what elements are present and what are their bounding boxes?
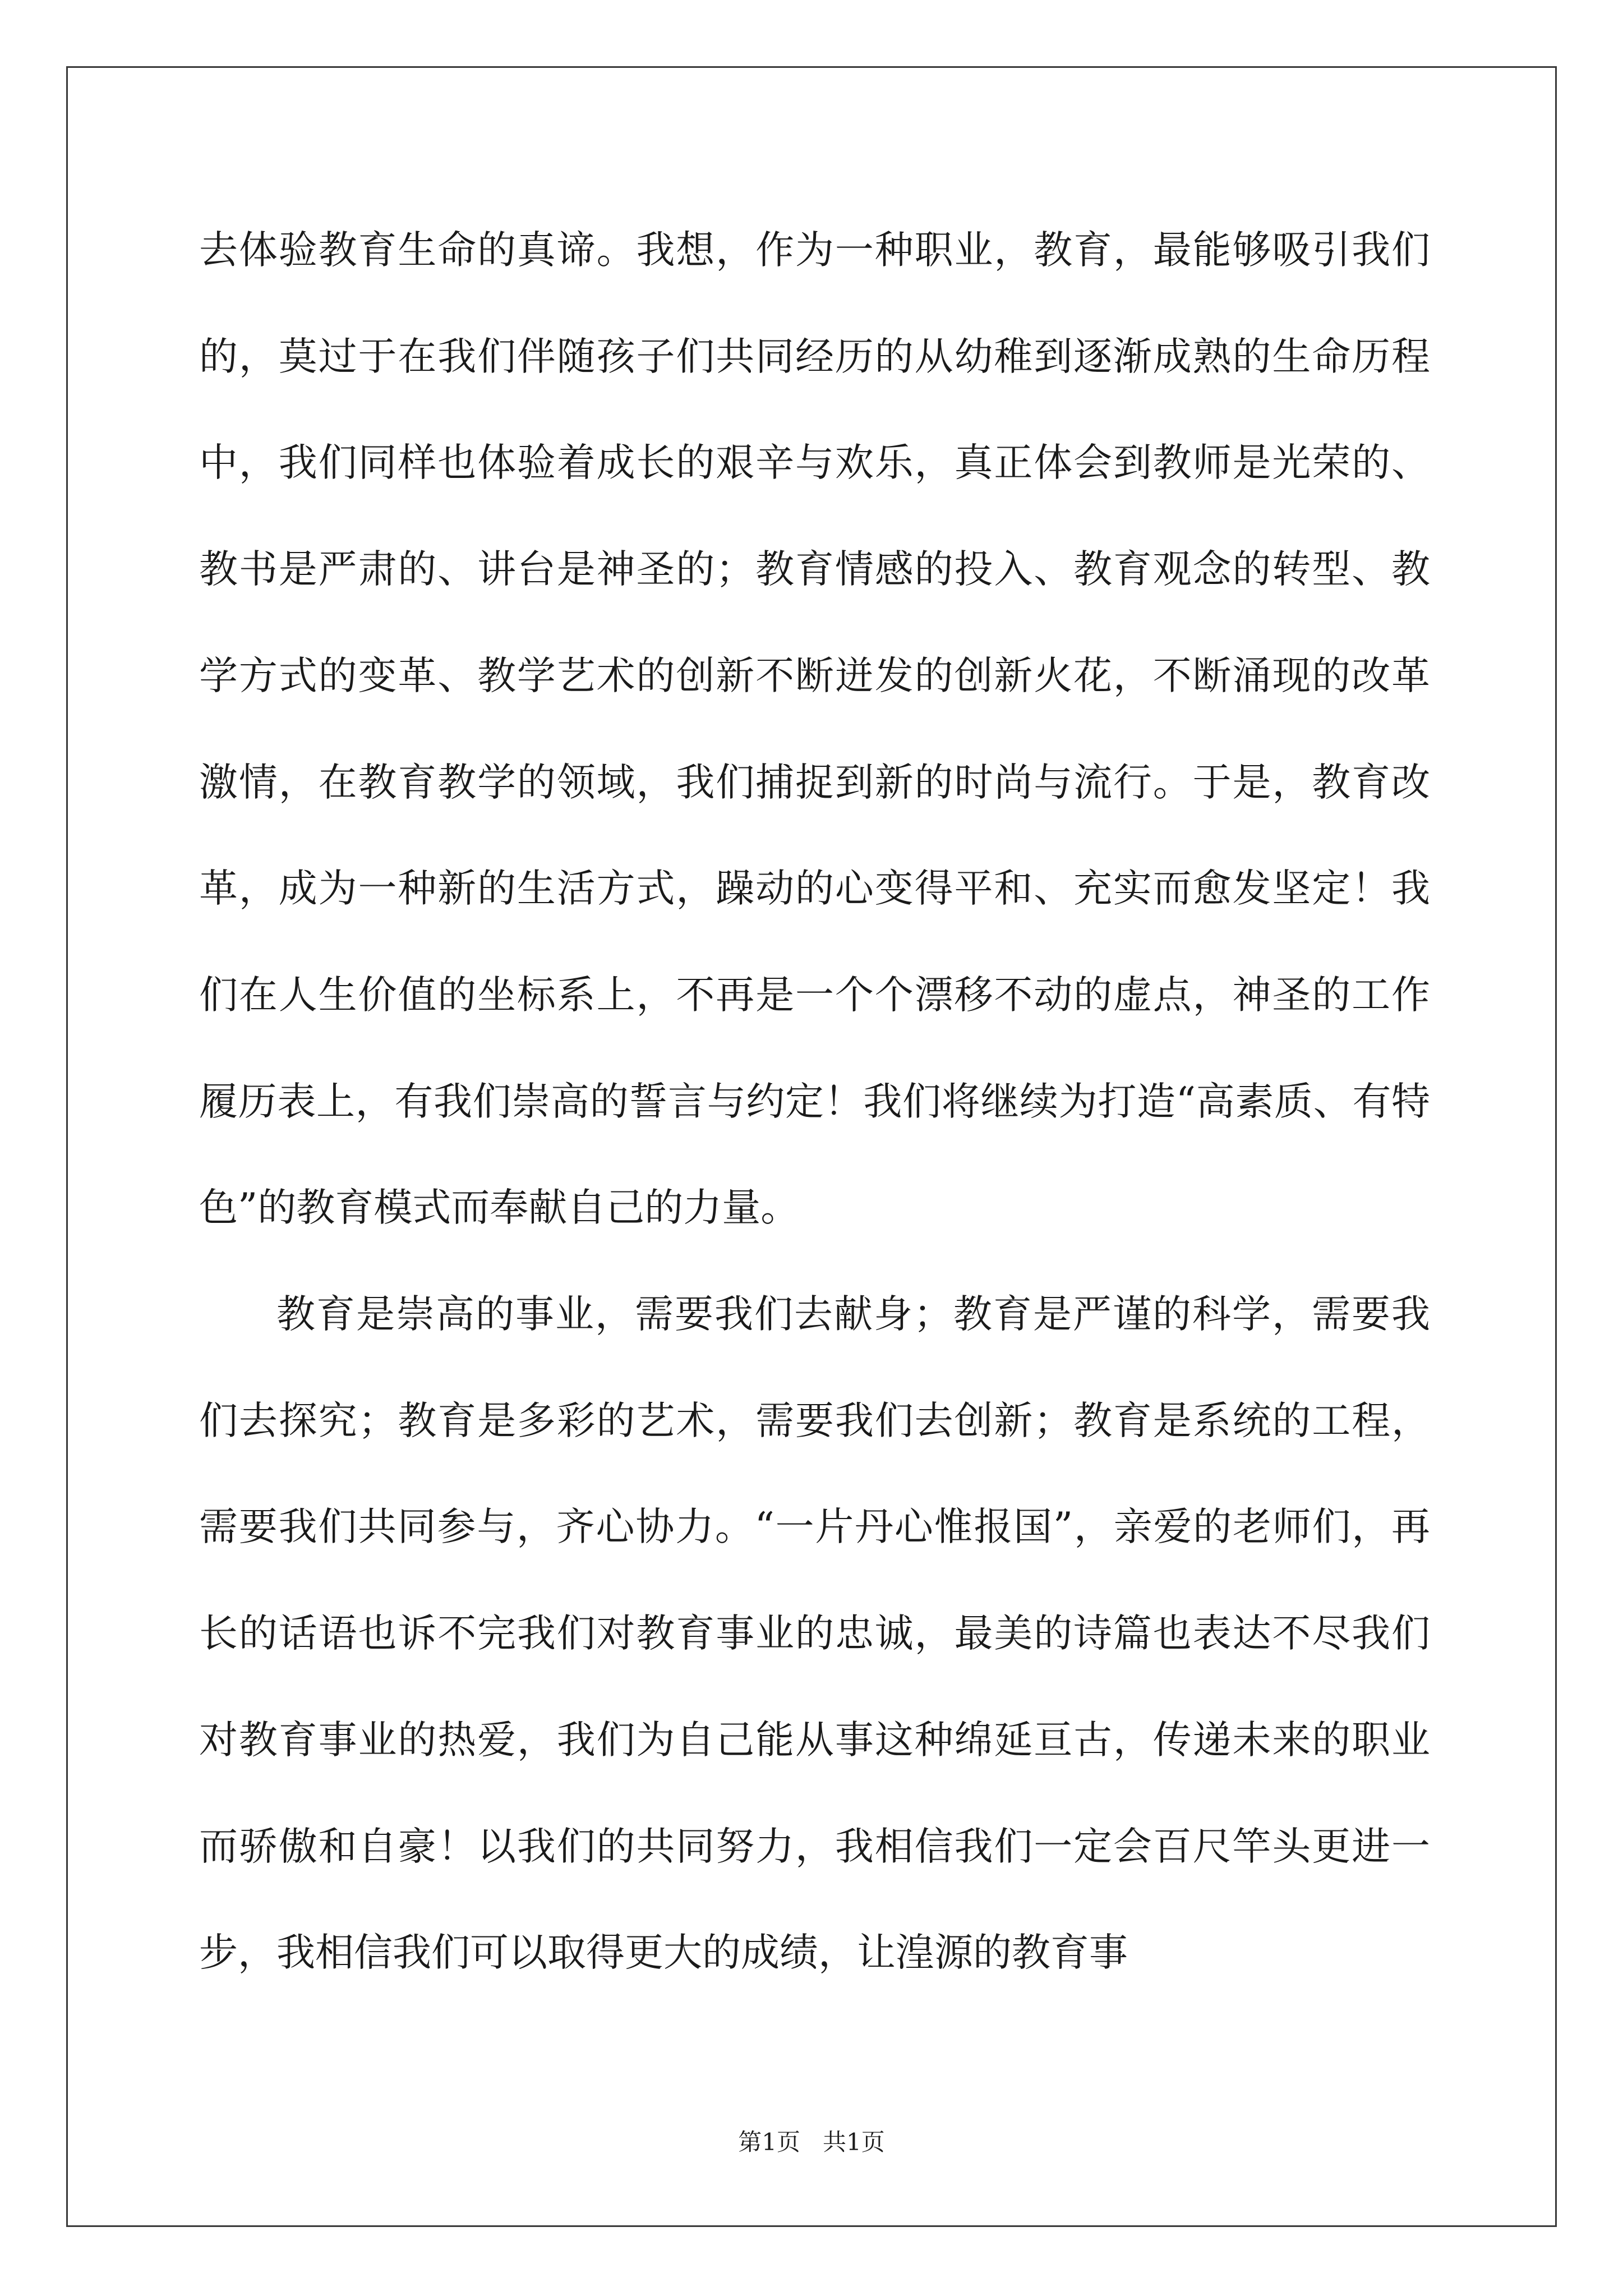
page-number: 第1页: [738, 2128, 800, 2156]
page-footer: [0, 2128, 1623, 2157]
paragraph-1: 去体验教育生命的真谛。我想，作为一种职业，教育，最能够吸引我们的，莫过于在我们伴随孩子们共同经历的从幼稚到逐渐成熟的生命历程中，我们同样也体验着成长的艰辛与欢乐，真正体会到教师是光荣的、教书是严肃的、讲台是神圣的；教育情感的投入、教育观念的转型、教学方式的变革、教学艺术的创新不断迸发的创新火花，不断涌现的改革激情，在教育教学的领域，我们捕捉到新的时尚与流行。于是，教育改革，成为一种新的生活方式，躁动的心变得平和、充实而愈发坚定！我们在人生价值的坐标系上，不再是一个个漂移不动的虚点，神圣的工作履历表上，有我们崇高的誓言与约定！我们将继续为打造“高素质、有特色”的教育模式而奉献自己的力量。: [199, 228, 1430, 1231]
page-total: 共1页: [823, 2128, 885, 2156]
footer-spacer: [800, 2128, 823, 2156]
document-body: [199, 197, 1430, 2007]
paragraph-2: 教育是崇高的事业，需要我们去献身；教育是严谨的科学，需要我们去探究；教育是多彩的艺术，需要我们去创新；教育是系统的工程，需要我们共同参与，齐心协力。“一片丹心惟报国”，亲爱的老师们，再长的话语也诉不完我们对教育事业的忠诚，最美的诗篇也表达不尽我们对教育事业的热爱，我们为自己能从事这种绵延亘古，传递未来的职业而骄傲和自豪！以我们的共同努力，我相信我们一定会百尺竿头更进一步，我相信我们可以取得更大的成绩，让湟源的教育事: [199, 1292, 1430, 1976]
